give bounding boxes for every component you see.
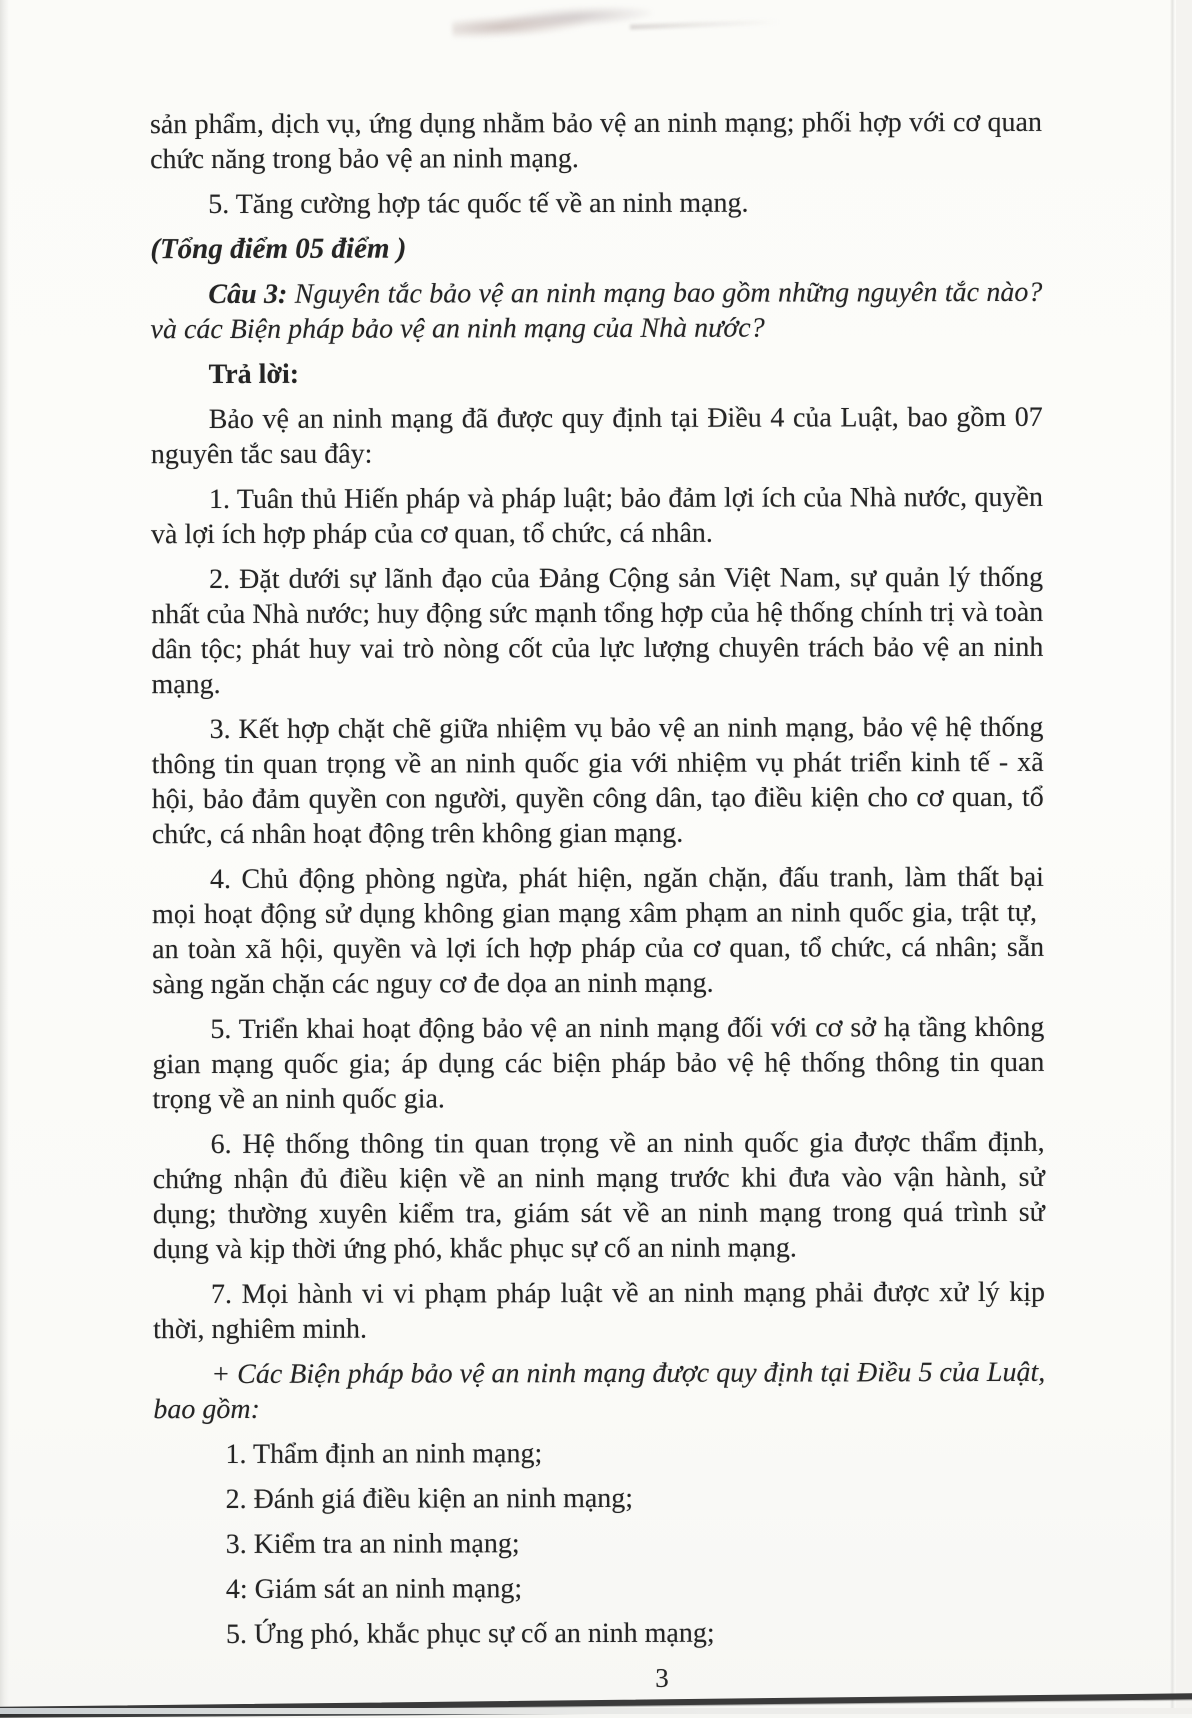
principle-2: 2. Đặt dưới sự lãnh đạo của Đảng Cộng sản Việt Nam, sự quản lý thống nhất của Nhà nước; huy động sức mạnh tổng hợp của hệ thống chính trị và toàn dân tộc; phát huy vai trò nòng cốt của lực lượng chuyên trách bảo vệ an ninh mạng. <box>151 561 1044 701</box>
question-3-label: Câu 3: <box>208 278 288 311</box>
paragraph-item-5: 5. Tăng cường hợp tác quốc tế về an ninh mạng. <box>208 187 749 221</box>
document-text-body <box>150 105 1046 1697</box>
measure-2: 2. Đánh giá điều kiện an ninh mạng; <box>225 1482 634 1515</box>
principle-5: 5. Triển khai hoạt động bảo vệ an ninh mạng đối với cơ sở hạ tầng không gian mạng quốc gia; áp dụng các biện pháp bảo vệ hệ thống thông tin quan trọng về an ninh quốc gia. <box>152 1011 1045 1116</box>
principle-1: 1. Tuân thủ Hiến pháp và pháp luật; bảo đảm lợi ích của Nhà nước, quyền và lợi ích hợp pháp của cơ quan, tổ chức, cá nhân. <box>150 481 1043 551</box>
paragraph-continuation: sản phẩm, dịch vụ, ứng dụng nhằm bảo vệ an ninh mạng; phối hợp với cơ quan chức năng trong bảo vệ an ninh mạng. <box>149 106 1043 176</box>
scan-bottom-strip <box>0 1708 1192 1714</box>
page-number: 3 <box>655 1662 669 1693</box>
scan-right-edge-line <box>1170 0 1175 1714</box>
measure-4: 4: Giám sát an ninh mạng; <box>225 1573 523 1605</box>
principle-7: 7. Mọi hành vi vi phạm pháp luật về an ninh mạng phải được xử lý kịp thời, nghiêm minh. <box>153 1276 1046 1346</box>
principle-6: 6. Hệ thống thông tin quan trọng về an ninh quốc gia được thẩm định, chứng nhận đủ điều kiện về an ninh mạng trước khi đưa vào vận hành, sử dụng; thường xuyên kiểm tra, giám sát về an ninh mạng trong quá trình sử dụng và kịp thời ứng phó, khắc phục sự cố an ninh mạng. <box>152 1126 1045 1266</box>
ink-bleed-smudge <box>451 1 652 41</box>
question-3 <box>150 275 1042 347</box>
answer-label: Trả lời: <box>208 358 300 391</box>
scan-right-edge-band <box>1176 0 1192 1714</box>
measure-3: 3. Kiểm tra an ninh mạng; <box>225 1528 520 1560</box>
scan-left-edge-shadow <box>0 0 9 1714</box>
measure-5: 5. Ứng phó, khắc phục sự cố an ninh mạng; <box>225 1617 715 1650</box>
ink-bleed-smudge-tail <box>630 19 780 29</box>
total-points-note: (Tổng điểm 05 điểm ) <box>150 232 407 266</box>
measure-1: 1. Thẩm định an ninh mạng; <box>225 1438 543 1470</box>
principle-3: 3. Kết hợp chặt chẽ giữa nhiệm vụ bảo vệ an ninh mạng, bảo vệ hệ thống thông tin quan trọng về an ninh quốc gia với nhiệm vụ phát triển kinh tế - xã hội, bảo đảm quyền con người, quyền công dân, tạo điều kiện cho cơ quan, tổ chức, cá nhân hoạt động trên không gian mạng. <box>151 711 1044 851</box>
answer-intro: Bảo vệ an ninh mạng đã được quy định tại Điều 4 của Luật, bao gồm 07 nguyên tắc sau đây: <box>150 401 1043 471</box>
principle-4: 4. Chủ động phòng ngừa, phát hiện, ngăn chặn, đấu tranh, làm thất bại mọi hoạt động sử dụng không gian mạng xâm phạm an ninh quốc gia, trật tự, an toàn xã hội, quyền và lợi ích hợp pháp của cơ quan, tổ chức, cá nhân; sẵn sàng ngăn chặn các nguy cơ đe dọa an ninh mạng. <box>151 861 1045 1001</box>
question-3-text: Nguyên tắc bảo vệ an ninh mạng bao gồm những nguyên tắc nào? và các Biện pháp bảo vệ an ninh mạng của Nhà nước? <box>150 276 1043 346</box>
measures-intro: + Các Biện pháp bảo vệ an ninh mạng được quy định tại Điều 5 của Luật, bao gồm: <box>153 1356 1046 1426</box>
